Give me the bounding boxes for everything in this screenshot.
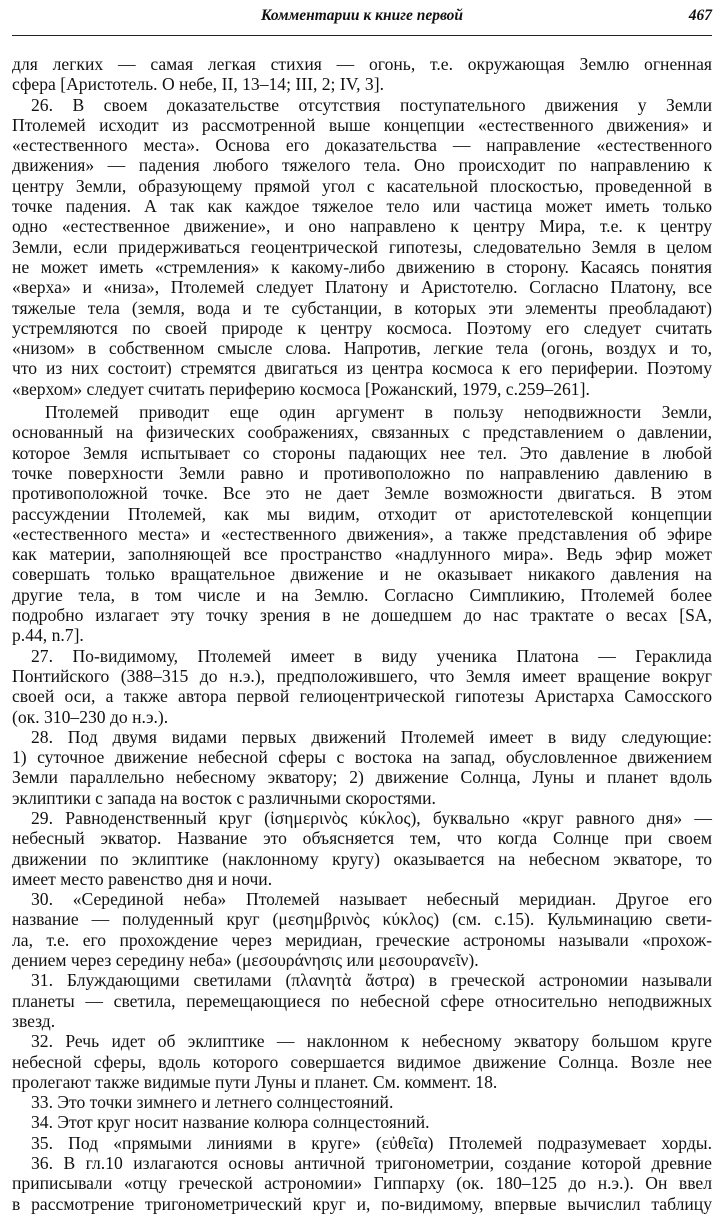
running-head xyxy=(12,4,712,28)
text-line: подробно излагает эту точку зрения в не дошедшем до нас трактате о весах [SA, xyxy=(12,605,712,626)
text-line: 32. Речь идет об эклиптике — наклонном к небесному экватору большом круге xyxy=(31,1031,712,1052)
text-line: точке падения. А так как каждое тяжелое тело или частица может иметь только xyxy=(12,196,712,217)
text-line: движения» — падения любого тяжелого тела. Оно происходит по направлению к xyxy=(12,155,712,176)
text-line: 29. Равноденственный круг (ἰσημερινὸς κύκλος), буквально «круг равного дня» — xyxy=(31,807,712,828)
text-line: имеет место равенство дня и ночи. xyxy=(12,868,273,889)
text-line: Птолемей приводит еще один аргумент в пользу неподвижности Земли, xyxy=(45,402,712,423)
text-line: своей оси, а также автора первой гелиоцентрической гипотезы Аристарха Самосского xyxy=(12,686,712,707)
text-line: название — полуденный круг (μεσημβρινὸς κύκλος) (см. с.15). Кульминацию свети- xyxy=(12,909,712,930)
text-line: (ок. 310–230 до н.э.). xyxy=(12,706,169,727)
text-line: сфера [Аристотель. О небе, II, 13–14; III, 2; IV, 3]. xyxy=(12,74,384,95)
text-line: ла, т.е. его прохождение через меридиан, греческие астрономы называли «прохож- xyxy=(12,929,712,950)
text-line: одно «естественное движение», и оно направлено к центру Мира, т.е. к центру xyxy=(12,216,712,237)
commentary-body xyxy=(12,54,712,1214)
text-line: основанный на физических соображениях, связанных с представлением о давлении, xyxy=(12,422,712,443)
page-number: 467 xyxy=(688,7,712,24)
text-line: движении по эклиптике (наклонному кругу) оказывается на небесном экваторе, то xyxy=(12,848,712,869)
text-line: в рассмотрение тригонометрический круг и, по-видимому, впервые вычислил таблицу xyxy=(12,1193,712,1214)
text-line: «естественного места» и «естественного движения», а также представления об эфире xyxy=(12,523,712,544)
text-line: другие тела, в том числе и на Землю. Согласно Симпликию, Птолемей более xyxy=(12,584,712,605)
text-line: противоположной точке. Все это не дает Земле возможности двигаться. В этом xyxy=(12,483,712,504)
text-line: для легких — самая легкая стихия — огонь, т.е. окружающая Землю огненная xyxy=(12,54,712,74)
text-line: дением через середину неба» (μεσουράνησις или μεσουρανεῖν). xyxy=(12,950,479,971)
text-line: тяжелые тела (земля, вода и те субстанции, в которых эти элементы преобладают) xyxy=(12,297,712,318)
text-line: центру Земли, образующему прямой угол с касательной плоскостью, проведенной в xyxy=(12,175,712,196)
text-line: Земли, если придерживаться геоцентрической гипотезы, следовательно Земля в целом xyxy=(12,236,712,257)
text-line: устремляются по своей природе к центру космоса. Поэтому его следует считать xyxy=(12,317,712,338)
text-line: «верха» и «низа», Птолемей следует Платону и Аристотелю. Согласно Платону, все xyxy=(12,277,712,298)
text-line: не может иметь «стремления» к какому-либо движению в сторону. Касаясь понятия xyxy=(12,256,712,277)
text-line: «низом» в собственном смысле слова. Напротив, легкие тела (огонь, воздух и то, xyxy=(12,338,712,359)
text-line: 1) суточное движение небесной сферы с востока на запад, обусловленное движением xyxy=(12,747,712,768)
text-line: небесный экватор. Название это объясняется тем, что когда Солнце при своем xyxy=(12,828,712,849)
text-line: 33. Это точки зимнего и летнего солнцестояний. xyxy=(31,1092,394,1113)
text-line: совершать только вращательное движение и не оказывает никакого давления на xyxy=(12,564,712,585)
text-line: 34. Этот круг носит название колюра солнцестояний. xyxy=(31,1112,430,1133)
text-line: приписывали «отцу греческой астрономии» Гиппарху (ок. 180–125 до н.э.). Он ввел xyxy=(12,1173,712,1194)
text-line: пролегают также видимые пути Луны и планет. См. коммент. 18. xyxy=(12,1071,498,1092)
text-line: планеты — светила, перемещающиеся по небесной сфере относительно неподвижных xyxy=(12,990,712,1011)
text-line: Понтийского (388–315 до н.э.), предположившего, что Земля имеет вращение вокруг xyxy=(12,665,712,686)
text-line: p.44, n.7]. xyxy=(12,625,84,646)
text-line: 35. Под «прямыми линиями в круге» (εὐθεῖα) Птолемей подразумевает хорды. xyxy=(31,1132,712,1153)
header-rule xyxy=(12,35,712,36)
text-line: «естественного места». Основа его доказательства — направление «естественного xyxy=(12,135,712,156)
text-line: что из них состоит) стремятся двигаться из центра космоса к его периферии. Поэтому xyxy=(12,358,712,379)
text-line: 26. В своем доказательстве отсутствия поступательного движения у Земли xyxy=(31,94,712,115)
text-line: Птолемей исходит из рассмотренной выше концепции «естественного движения» и xyxy=(12,114,712,135)
text-line: как материи, заполняющей все пространство «надлунного мира». Ведь эфир может xyxy=(12,544,712,565)
text-line: эклиптики с запада на восток с различными скоростями. xyxy=(12,787,436,808)
text-line: звезд. xyxy=(12,1010,56,1031)
text-line: 36. В гл.10 излагаются основы античной тригонометрии, создание которой древние xyxy=(31,1153,712,1174)
running-head-title: Комментарии к книге первой xyxy=(260,7,464,24)
text-line: точке поверхности Земли равно и противоположно по направлению давлению в xyxy=(12,462,712,483)
text-line: «верхом» следует считать периферию космоса [Рожанский, 1979, с.259–261]. xyxy=(12,378,590,399)
text-line: Земли параллельно небесному экватору; 2) движение Солнца, Луны и планет вдоль xyxy=(12,767,712,788)
text-line: которое Земля испытывает со стороны падающих нее тел. Это давление в любой xyxy=(12,442,712,463)
text-line: 30. «Серединой неба» Птолемей называет небесный меридиан. Другое его xyxy=(31,889,712,910)
text-line: 27. По-видимому, Птолемей имеет в виду ученика Платона — Гераклида xyxy=(31,645,712,666)
text-line: небесной сферы, вдоль которого совершается видимое движение Солнца. Возле нее xyxy=(12,1051,712,1072)
text-line: 31. Блуждающими светилами (πλανητὰ ἄστρα) в греческой астрономии называли xyxy=(31,970,712,991)
text-line: 28. Под двумя видами первых движений Птолемей имеет в виду следующие: xyxy=(31,726,712,747)
text-line: рассуждении Птолемей, как мы видим, отходит от аристотелевской концепции xyxy=(12,503,712,524)
